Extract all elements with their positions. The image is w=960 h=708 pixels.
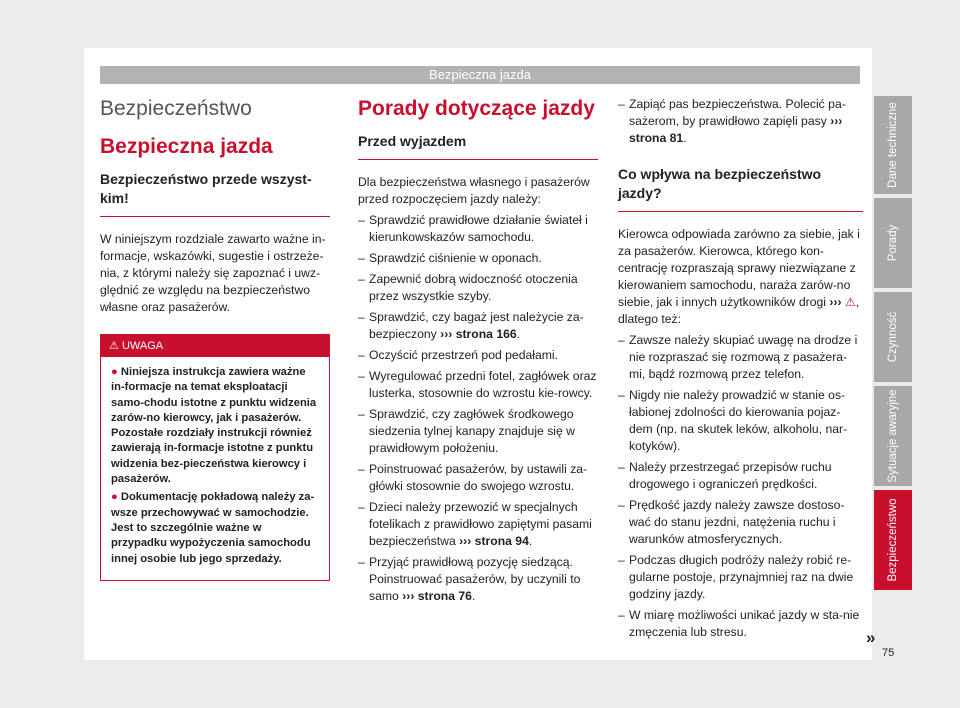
warning-item-text: Niniejsza instrukcja zawiera ważne in-formacje na temat eksploatacji samo-chodu istotne z punktu widzenia zarów-no kierowcy, jak i pasażerów. Pozostałe rozdziały instrukcji również zawierają in-formacje istotne z punktu widzenia bez-pieczeństwa kierowcy i pasażerów. — [111, 366, 317, 486]
subsection-title: Bezpieczeństwo przede wszyst-kim! — [100, 170, 330, 217]
list-item: – Prędkość jazdy należy zawsze dostoso-wać do stanu jezdni, natężenia ruchu i warunków atmosferycznych. — [618, 497, 863, 548]
list-item: – W miarę możliwości unikać jazdy w sta-nie zmęczenia lub stresu. — [618, 607, 863, 641]
list-item: – Zawsze należy skupiać uwagę na drodze i nie rozpraszać się rozmową z pasażera-mi, bądź rozmową przez telefon. — [618, 332, 863, 383]
safety-list — [618, 332, 863, 641]
checklist — [358, 212, 598, 605]
page-reference-link[interactable]: ››› strona 76 — [402, 589, 472, 603]
warning-icon: ⚠ — [109, 340, 119, 352]
section-title: Bezpieczeństwo — [100, 97, 252, 120]
chapter-title: Porady dotyczące jazdy — [358, 97, 595, 120]
chapter-title: Bezpieczna jazda — [100, 135, 273, 158]
running-header: Bezpieczna jazda — [100, 66, 860, 84]
list-item: – Sprawdzić ciśnienie w oponach. — [358, 250, 598, 267]
tab-dane-techniczne[interactable]: Dane techniczne — [874, 96, 912, 194]
checklist-continued — [618, 96, 863, 147]
column-2 — [358, 96, 598, 605]
list-item: – Podczas długich podróży należy robić re-gularne postoje, przynajmniej raz na dwie godziny jazdy. — [618, 552, 863, 603]
list-item: – Zapewnić dobrą widoczność otoczenia przez wszystkie szyby. — [358, 271, 598, 305]
tab-bezpieczenstwo[interactable]: Bezpieczeństwo — [874, 490, 912, 590]
page-reference-link[interactable]: ››› strona 166 — [440, 327, 517, 341]
list-item: – Oczyścić przestrzeń pod pedałami. — [358, 347, 598, 364]
page-reference-link[interactable]: ››› strona 94 — [459, 534, 529, 548]
list-item: – Sprawdzić prawidłowe działanie świateł i kierunkowskazów samochodu. — [358, 212, 598, 246]
list-item: – Dzieci należy przewozić w specjalnych fotelikach z prawidłowo zapiętymi pasami bezpieczeństwa ››› strona 94. — [358, 499, 598, 550]
subsection-title: Przed wyjazdem — [358, 132, 598, 160]
warning-body — [101, 357, 329, 580]
warning-item-text: Dokumentację pokładową należy za-wsze przechowywać w samochodzie. Jest to szczególnie ważne w przypadku wypożyczenia samochodu innej osobie lub jego sprzedaży. — [111, 491, 315, 565]
column-3 — [618, 96, 863, 641]
page-number: 75 — [882, 647, 895, 659]
list-item: – Poinstruować pasażerów, by ustawili za-główki stosownie do swojego wzrostu. — [358, 461, 598, 495]
tab-porady[interactable]: Porady — [874, 198, 912, 288]
tab-sytuacje-awaryjne[interactable]: Sytuacje awaryjne — [874, 386, 912, 486]
list-item: – Nigdy nie należy prowadzić w stanie os-łabionej zdolności do kierowania pojaz-dem (np. na skutek leków, alkoholu, nar-kotyków). — [618, 387, 863, 455]
warning-icon: ⚠ — [844, 295, 856, 309]
list-item: – Zapiąć pas bezpieczeństwa. Polecić pa-sażerom, by prawidłowo zapięli pasy ››› strona 81. — [618, 96, 863, 147]
page-reference-link[interactable]: ››› strona 81 — [629, 114, 843, 145]
list-item: – Sprawdzić, czy zagłówek środkowego siedzenia tylnej kanapy znajduje się w prawidłowym położeniu. — [358, 406, 598, 457]
reference-arrow-link[interactable]: ››› — [829, 295, 842, 309]
intro-paragraph: Kierowca odpowiada zarówno za siebie, jak i za pasażerów. Kierowca, którego kon-centrację rozpraszają sprawy niezwiązane z kierowaniem samochodu, naraża zarów-no siebie, jak i innych użytkowników drogi ››› ⚠, dlatego też: — [618, 227, 860, 326]
list-item: – Przyjąć prawidłową pozycję siedzącą. Poinstruować pasażerów, by uczynili to samo ››› strona 76. — [358, 554, 598, 605]
warning-box — [100, 334, 330, 581]
warning-header — [101, 335, 329, 357]
tab-czynnosc[interactable]: Czynność — [874, 292, 912, 382]
intro-paragraph: Dla bezpieczeństwa własnego i pasażerów przed rozpoczęciem jazdy należy: — [358, 175, 590, 206]
list-item: – Należy przestrzegać przepisów ruchu drogowego i ograniczeń prędkości. — [618, 459, 863, 493]
warning-item — [111, 365, 319, 487]
continue-icon: » — [866, 628, 876, 647]
subsection-title: Co wpływa na bezpieczeństwo jazdy? — [618, 165, 863, 212]
intro-paragraph: W niniejszym rozdziale zawarto ważne in-formacje, wskazówki, sugestie i ostrzeże-nia, z którymi należy się zapoznać i uwz-ględnić ze względu na bezpieczeństwo własne oraz pasażerów. — [100, 232, 326, 314]
warning-label: UWAGA — [121, 340, 164, 352]
list-item: – Wyregulować przedni fotel, zagłówek oraz lusterka, stosownie do wzrostu kie-rowcy. — [358, 368, 598, 402]
list-item: – Sprawdzić, czy bagaż jest należycie za-bezpieczony ››› strona 166. — [358, 309, 598, 343]
bullet-icon: ● — [111, 491, 121, 504]
column-1 — [100, 96, 330, 581]
bullet-icon: ● — [111, 366, 121, 378]
warning-item — [111, 490, 319, 566]
